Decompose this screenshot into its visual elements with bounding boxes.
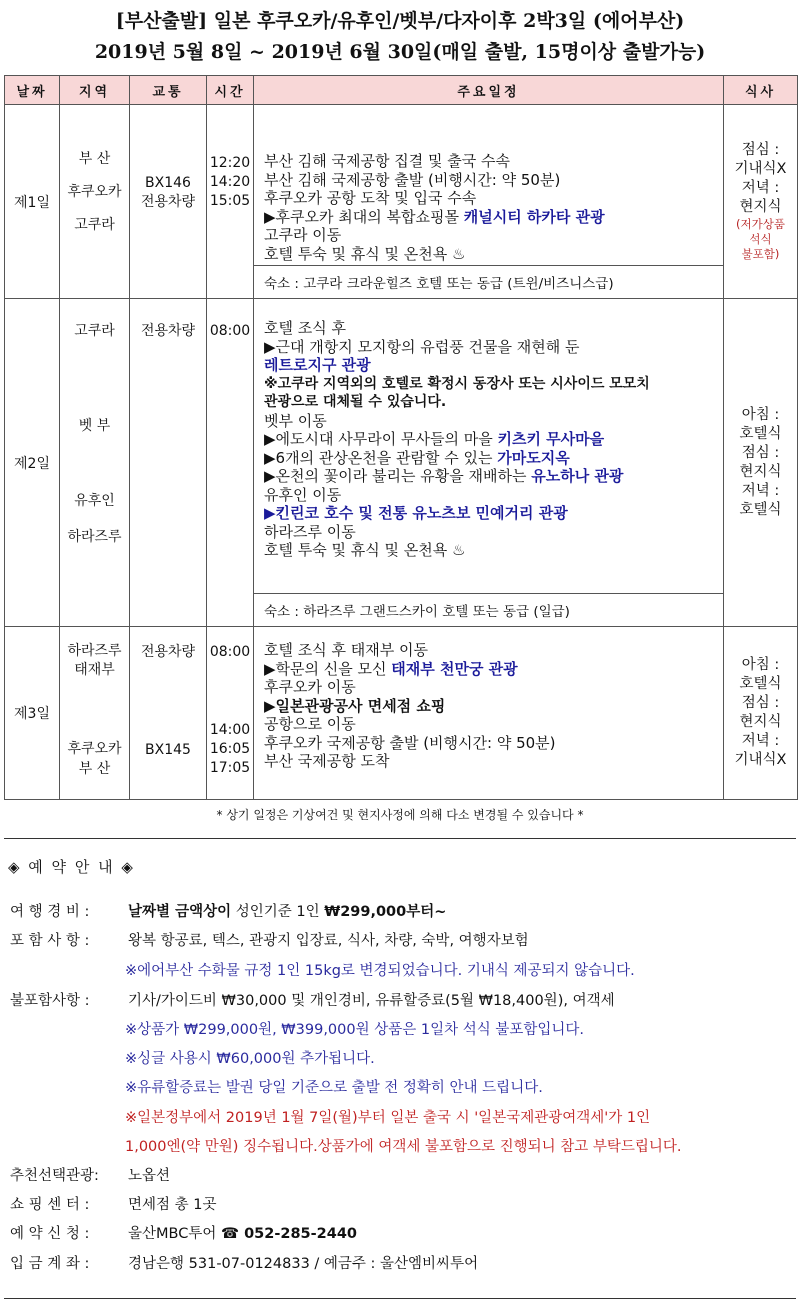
schedule-text: ▶6개의 관상온천을 관람할 수 있는 [264,448,498,467]
itinerary-title: [부산출발] 일본 후쿠오카/유후인/벳부/다자이후 2박3일 (에어부산) [115,10,685,32]
divider [4,1298,796,1299]
option-row [10,1164,170,1185]
schedule-line: 유후인 이동 [264,485,342,504]
time-value: 08:00 [209,644,251,660]
schedule-line [264,467,717,486]
time-value: 17:05 [209,760,251,776]
booking-label: 예 약 신 청 : [10,1226,90,1242]
departure-tax-note: 1,000엔(약 만원) 징수됩니다.상품가에 여객세 불포함으로 진행되니 참고 부탁드립니다. [125,1139,682,1155]
meal-cell [724,627,798,800]
schedule-line: 호텔 조식 후 [264,319,346,337]
day-label: 제3일 [5,627,60,800]
col-header-time: 시간 [207,76,254,105]
cost-varies: 날짜별 금액상이 [128,904,232,920]
table-row-day1 [5,105,798,299]
meal-line: 호텔식 [739,425,782,442]
schedule-line: 후쿠오카 국제공항 출발 (비행시간: 약 50분) [264,733,556,752]
meal-note: 석식 [749,232,772,246]
bank-account: 경남은행 531-07-0124833 / 예금주 : 울산엠비씨투어 [128,1256,479,1272]
meal-line: 아침 : [741,406,780,423]
option-label: 추천선택관광: [10,1168,99,1184]
meal-line: 점심 : [741,444,780,461]
col-header-date: 날짜 [5,76,60,105]
divider [4,838,796,839]
attraction-highlight: 캐널시티 하카타 관광 [463,207,605,226]
day-label: 제2일 [5,299,60,627]
shopping-row [10,1193,216,1214]
excluded-row [10,989,615,1010]
meal-line: 저녁 : [741,180,780,196]
cost-row [10,900,446,921]
included-items: 왕복 항공료, 텍스, 관광지 입장료, 식사, 차량, 숙박, 여행자보험 [128,933,529,949]
transport-cell [130,299,207,627]
shopping-label: 쇼 핑 센 터 : [10,1197,90,1213]
meal-line: 아침 : [741,657,780,673]
meal-line: 점심 : [741,142,780,158]
col-header-meals: 식사 [724,76,798,105]
schedule-line [264,449,717,468]
meal-cell [724,105,798,299]
bank-label: 입 금 계 좌 : [10,1256,90,1272]
region-cell [60,299,130,627]
schedule-line: ▶근대 개항지 모지항의 유럽풍 건물을 재현해 둔 [264,337,580,356]
lodging-info: 숙소 : 고쿠라 크라운힐즈 호텔 또는 동급 (트윈/비즈니스급) [254,265,723,298]
flight-number: BX146 [145,174,191,191]
table-row-day2 [5,299,798,627]
schedule-text: ▶후쿠오카 최대의 복합쇼핑몰 [264,207,464,226]
bank-row [10,1252,478,1273]
region-name: 하라즈루 [67,528,122,545]
schedule-line: 공항으로 이동 [264,715,356,733]
booking-agency: 울산MBC투어 [128,1226,221,1242]
departure-tax-note: ※일본정부에서 2019년 1월 7일(월)부터 일본 출국 시 '일본국제관광여객세'가 1인 [125,1110,651,1126]
cost-label: 여 행 경 비 : [10,904,90,920]
option-value: 노옵션 [128,1168,171,1184]
excluded-note: ※상품가 ₩299,000원, ₩399,000원 상품은 1일차 석식 불포함입니다. [125,1022,584,1038]
region-name: 벳 부 [78,417,111,434]
schedule-line [264,430,717,449]
schedule-line: 고쿠라 이동 [264,226,342,244]
itinerary-footnote: * 상기 일정은 기상여건 및 현지사정에 의해 다소 변경될 수 있습니다 * [216,808,584,822]
meal-line: 현지식 [739,199,782,215]
time-value: 14:20 [209,173,251,190]
time-cell [207,299,254,627]
day-label: 제1일 [5,105,60,299]
transport-type: 전용차량 [140,322,196,339]
schedule-line: 후쿠오카 공항 도착 및 입국 수속 [264,189,477,207]
region-name: 하라즈루 [67,643,122,659]
schedule-text: ▶학문의 신을 모신 [264,659,392,678]
booking-row [10,1222,357,1243]
reservation-section-title: ◈ 예 약 안 내 ◈ [8,858,135,876]
col-header-schedule: 주요일정 [254,76,724,105]
flight-number: BX145 [145,742,191,758]
region-name: 유후인 [74,492,115,509]
time-value: 14:00 [209,722,251,738]
region-cell [60,105,130,299]
transport-type: 전용차량 [140,193,196,210]
schedule-line: 하라즈루 이동 [264,522,356,541]
meal-note: (저가상품 [736,217,785,231]
transport-cell [130,627,207,800]
transport-cell [130,105,207,299]
lodging-info: 숙소 : 하라즈루 그랜드스카이 호텔 또는 동급 (일급) [254,593,723,626]
itinerary-table [4,75,798,800]
meal-line: 현지식 [739,463,782,480]
meal-cell [724,299,798,627]
cost-basis: 성인기준 1인 [231,904,325,920]
meal-line: 저녁 : [741,733,780,749]
transport-type: 전용차량 [140,644,196,660]
shopping-line: ▶일본관광공사 면세점 쇼핑 [264,696,446,715]
region-name: 후쿠오카 [67,183,122,200]
schedule-line: 호텔 투숙 및 휴식 및 온천욕 ♨ [264,244,466,263]
attraction-highlight: 가마도지옥 [497,448,570,467]
col-header-region: 지역 [60,76,130,105]
meal-line: 호텔식 [739,501,782,518]
attraction-highlight: 키츠키 무사마을 [497,430,605,448]
meal-line: 호텔식 [739,676,782,692]
region-name: 태재부 [74,662,115,678]
region-cell [60,627,130,800]
meal-line: 기내식X [734,161,787,177]
time-value: 16:05 [209,741,251,757]
attraction-highlight: ▶킨린코 호수 및 전통 유노츠보 민예거리 관광 [264,504,568,522]
included-label: 포 함 사 항 : [10,933,90,949]
region-name: 후쿠오카 [67,741,122,757]
schedule-line: 부산 김해 국제공항 집결 및 출국 수속 [264,152,510,170]
meal-line: 저녁 : [741,482,780,499]
excluded-label: 불포함사항 : [10,993,90,1009]
time-value: 12:20 [209,154,251,171]
baggage-note: ※에어부산 수화물 규정 1인 15kg로 변경되었습니다. 기내식 제공되지 않습니다. [125,963,635,979]
schedule-text: ▶온천의 꽃이라 불리는 유황을 재배하는 [264,467,532,485]
meal-note: 불포함) [741,247,780,261]
itinerary-period: 2019년 5월 8일 ~ 2019년 6월 30일(매일 출발, 15명이상 출발가능) [94,41,706,63]
shopping-value: 면세점 총 1곳 [128,1197,217,1213]
meal-line: 기내식X [734,752,787,768]
schedule-cell [254,627,724,800]
schedule-cell [254,299,724,627]
schedule-line [264,660,717,679]
region-name: 부 산 [78,761,111,777]
included-row [10,929,529,950]
schedule-text: ▶에도시대 사무라이 무사들의 마을 [264,430,498,448]
schedule-line [264,208,717,227]
excluded-note: ※유류할증료는 발권 당일 기준으로 출발 전 정확히 안내 드립니다. [125,1080,543,1096]
schedule-line: 벳부 이동 [264,411,327,430]
excluded-items: 기사/가이드비 ₩30,000 및 개인경비, 유류할증료(5월 ₩18,400원), 여객세 [128,993,615,1009]
region-name: 부 산 [78,150,111,167]
hotel-substitution-note: ※고쿠라 지역외의 호텔로 확정시 동장사 또는 시사이드 모모치 [264,375,650,392]
region-name: 고쿠라 [74,322,115,339]
schedule-line: 호텔 조식 후 태재부 이동 [264,641,428,659]
col-header-transport: 교통 [130,76,207,105]
time-value: 15:05 [209,192,251,209]
table-header-row [5,76,798,105]
meal-line: 현지식 [739,714,782,730]
meal-line: 점심 : [741,695,780,711]
schedule-cell [254,105,724,299]
region-name: 고쿠라 [74,216,115,233]
phone-number[interactable]: ☎ 052-285-2440 [220,1226,358,1242]
attraction-highlight: 태재부 천만궁 관광 [391,659,518,678]
schedule-line: 호텔 투숙 및 휴식 및 온천욕 ♨ [264,541,466,559]
schedule-line: 부산 국제공항 도착 [264,752,390,770]
table-row-day3 [5,627,798,800]
time-cell [207,105,254,299]
time-cell [207,627,254,800]
hotel-substitution-note: 관광으로 대체될 수 있습니다. [264,394,447,410]
cost-price: ₩299,000부터~ [324,904,447,920]
attraction-highlight: 유노하나 관광 [531,467,624,485]
time-value: 08:00 [209,322,251,339]
excluded-note: ※싱글 사용시 ₩60,000원 추가됩니다. [125,1051,375,1067]
attraction-highlight: 레트로지구 관광 [264,356,371,374]
schedule-line: 부산 김해 국제공항 출발 (비행시간: 약 50분) [264,170,561,189]
schedule-line: 후쿠오카 이동 [264,678,356,696]
